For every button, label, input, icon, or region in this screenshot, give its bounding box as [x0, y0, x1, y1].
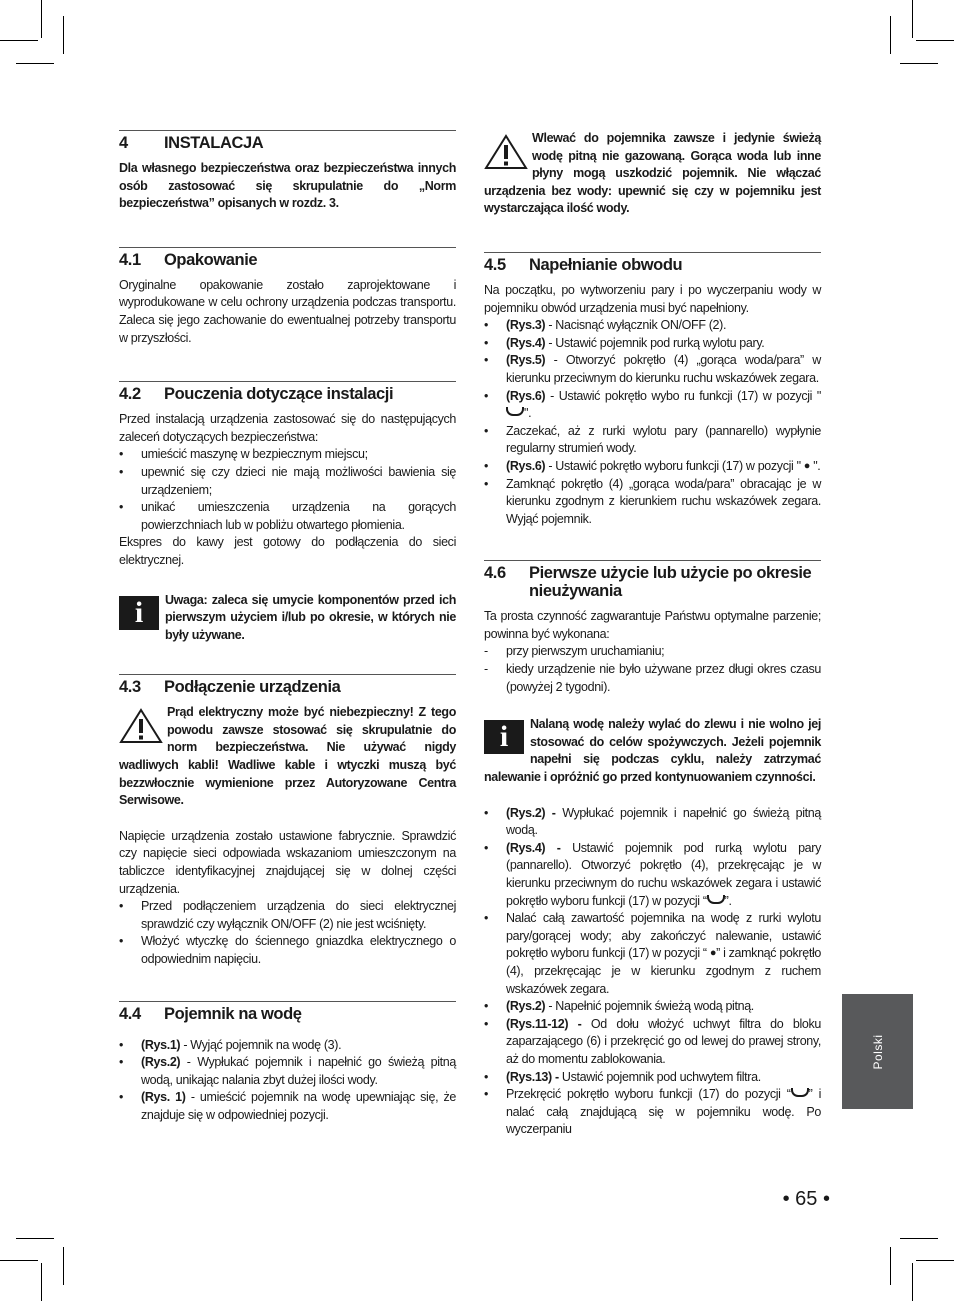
section-4-6-intro: Ta prosta czynność zagwarantuje Państwu optymalne parzenie; powinna być wykonana:: [484, 609, 821, 641]
cup-icon: [707, 895, 725, 904]
list-item: - przy pierwszym uruchamianiu;: [484, 644, 665, 659]
crop-mark: [900, 63, 938, 64]
warning-notice: Wlewać do pojemnika zawsze i jedynie świeżą wodę pitną nie gazowaną. Gorąca woda lub inne płyny mogą uszkodzić pojemnik. Nie włączać urządzenia bez wody: upewnić się czy w pojemniku jest wystarczająca ilość wody.: [484, 131, 821, 216]
list-item: • (Rys.5) - Otworzyć pokrętło (4) „gorąca woda/para” w kierunku przeciwnym do kierunku ruchu wskazówek zegara.: [484, 353, 821, 385]
section-heading-4-4: 4.4 Pojemnik na wodę: [119, 1001, 456, 1023]
list-item: • (Rys.1) - Wyjąć pojemnik na wodę (3).: [119, 1037, 342, 1052]
warning-triangle-icon: [119, 708, 163, 744]
list-item: • (Rys.6) - Ustawić pokrętło wybo ru funkcji (17) w pozycji "".: [484, 388, 821, 421]
info-notice: i Uwaga: zaleca się umycie komponentów przed ich pierwszym użyciem i/lub po okresie, w których nie były używane.: [119, 592, 456, 645]
section-heading-4: 4 INSTALACJA: [119, 130, 456, 152]
list-item: • umieścić maszynę w bezpiecznym miejscu;: [119, 447, 368, 462]
info-notice: i Nalaną wodę należy wylać do zlewu i nie wolno jej stosować do celów spożywczych. Jeżeli pojemnik napełni się podczas cyklu, należy zatrzymać nalewanie i opróżnić go przed kontynuowaniem czynności.: [484, 717, 821, 785]
section-4-5-list: [484, 317, 821, 528]
section-4-4-list: [119, 1037, 456, 1125]
list-item: • (Rys. 1) - umieścić pojemnik na wodę upewniając się, że znajduje się w odpowiedniej pozycji.: [119, 1090, 457, 1122]
list-item: • (Rys.13) - Ustawić pojemnik pod uchwytem filtra.: [484, 1069, 761, 1084]
crop-mark: [890, 1247, 891, 1285]
crop-mark: [41, 1263, 42, 1301]
list-item: • Nalać całą zawartość pojemnika na wodę z rurki wylotu pary/gorącej wody; aby zakończyć nalewanie, ustawić pokrętło wyboru funkcji (17) w pozycji “ ●” i zamknąć pokrętło (4), przekręcając je w kierunku zgodnym z ruchem wskazówek zegara.: [484, 911, 821, 996]
list-item: • (Rys.2) - Wypłukać pojemnik i napełnić go świeżą pitną wodą, unikając nalania zbyt dużej ilości wody.: [119, 1055, 456, 1087]
list-item: • (Rys.2) - Wypłukać pojemnik i napełnić go świeżą pitną wodą.: [484, 805, 821, 838]
info-icon: i: [484, 720, 524, 754]
list-item: • (Rys.3) - Nacisnąć wyłącznik ON/OFF (2).: [484, 318, 727, 333]
cup-icon: [506, 407, 524, 416]
section-4-6-dash-list: [484, 643, 821, 696]
list-item: • Zaczekać, aż z rurki wylotu pary (pannarello) wypłynie regularny strumień wody.: [484, 423, 821, 456]
crop-mark: [916, 1260, 954, 1261]
list-item: • (Rys.4) - Ustawić pojemnik pod rurką wylotu pary.: [484, 335, 765, 350]
list-item: • Przekręcić pokrętło wyboru funkcji (17) do pozycji “ ” i nalać całą znajdującą się w pojemniku wodę. Po wyczerpaniu: [484, 1087, 821, 1137]
right-column: [484, 130, 821, 1139]
section-4-1-text: Oryginalne opakowanie zostało zaprojektowane i wyprodukowane w celu ochrony urządzenia podczas transportu. Zaleca się jego zachowanie do ewentualnej potrzeby transportu w przyszłości.: [119, 277, 456, 345]
info-icon: i: [119, 596, 159, 630]
page-number: • 65 •: [782, 1188, 830, 1210]
dot-icon: ●: [709, 947, 717, 960]
section-4-3-text: Napięcie urządzenia zostało ustawione fabrycznie. Sprawdzić czy napięcie sieci odpowiada wskazaniom umieszczonym na tabliczce identyfikacyjnej znajdującej się w dolnej części urządzenia.: [119, 828, 456, 896]
section-4-2-list: [119, 446, 456, 534]
crop-mark: [890, 16, 891, 54]
crop-mark: [0, 40, 38, 41]
section-4-2-intro: Przed instalacją urządzenia zastosować się do następujących zaleceń dotyczących bezpieczeństwa:: [119, 412, 456, 444]
list-item: • (Rys.4) - Ustawić pojemnik pod rurką wylotu pary (pannarello). Otworzyć pokrętło (4), przekręcając je w kierunku przeciwnym do ruchu wskazówek zegara i ustawić pokrętło wyboru funkcji (17) w pozycji “ ”.: [484, 840, 821, 908]
crop-mark: [0, 1260, 38, 1261]
section-4-intro: Dla własnego bezpieczeństwa oraz bezpieczeństwa innych osób zastosować się skrupulatnie do „Norm bezpieczeństwa” opisanych w rozdz. 3.: [119, 161, 456, 211]
section-heading-4-2: 4.2 Pouczenia dotyczące instalacji: [119, 381, 456, 403]
list-item: • (Rys.6) - Ustawić pokrętło wyboru funkcji (17) w pozycji " ● ".: [484, 458, 821, 476]
list-item: • upewnić się czy dzieci nie mają możliwości bawienia się urządzeniem;: [119, 464, 456, 497]
list-item: • Włożyć wtyczkę do ściennego gniazdka elektrycznego o odpowiednim napięciu.: [119, 934, 456, 966]
language-side-tab: Polski: [842, 994, 913, 1109]
dot-icon: ●: [803, 459, 811, 472]
crop-mark: [916, 40, 954, 41]
crop-mark: [16, 63, 54, 64]
list-item: • Przed podłączeniem urządzenia do sieci elektrycznej sprawdzić czy wyłącznik ON/OFF (2) nie jest wciśnięty.: [119, 899, 456, 931]
list-item: • (Rys.2) - Napełnić pojemnik świeżą wodą pitną.: [484, 999, 754, 1014]
section-4-5-intro: Na początku, po wytworzeniu pary i po wyczerpaniu wody w pojemniku obwód urządzenia musi być napełniony.: [484, 282, 821, 315]
crop-mark: [63, 1247, 64, 1285]
crop-mark: [912, 0, 913, 38]
crop-mark: [912, 1263, 913, 1301]
section-4-3-list: [119, 898, 456, 968]
list-item: • unikać umieszczenia urządzenia na gorących powierzchniach lub w pobliżu otwartego płomienia.: [119, 500, 456, 532]
section-heading-4-5: 4.5 Napełnianie obwodu: [484, 252, 821, 274]
section-4-2-after: Ekspres do kawy jest gotowy do podłączenia do sieci elektrycznej.: [119, 535, 456, 567]
section-heading-4-1: 4.1 Opakowanie: [119, 247, 456, 269]
list-item: • Zamknąć pokrętło (4) „gorąca woda/para” obracając je w kierunku zgodnym z kierunkiem ruchu wskazówek zegara. Wyjąć pojemnik.: [484, 476, 821, 526]
warning-triangle-icon: [484, 134, 528, 170]
section-heading-4-3: 4.3 Podłączenie urządzenia: [119, 674, 456, 696]
section-4-6-list: [484, 805, 821, 1139]
warning-notice: Prąd elektryczny może być niebezpieczny! Z tego powodu zawsze stosować się skrupulatnie do norm bezpieczeństwa. Nie używać nigdy wadliwych kabli! Wadliwe kable i wtyczki muszą być bezzwłocznie wymienione przez Autoryzowane Centra Serwisowe.: [119, 705, 456, 808]
crop-mark: [900, 1238, 938, 1239]
crop-mark: [16, 1238, 54, 1239]
crop-mark: [63, 16, 64, 54]
crop-mark: [41, 0, 42, 38]
list-item: • (Rys.11-12) - Od dołu włożyć uchwyt filtra do bloku zaparzającego (6) i przekręcić go od lewej do prawej strony, aż do momentu zablokowania.: [484, 1016, 821, 1066]
cup-icon: [791, 1088, 809, 1097]
list-item: - kiedy urządzenie nie było używane przez długi okres czasu (powyżej 2 tygodni).: [484, 662, 821, 694]
section-heading-4-6: 4.6 Pierwsze użycie lub użycie po okresie nieużywania: [484, 560, 821, 600]
left-column: [119, 130, 456, 1125]
